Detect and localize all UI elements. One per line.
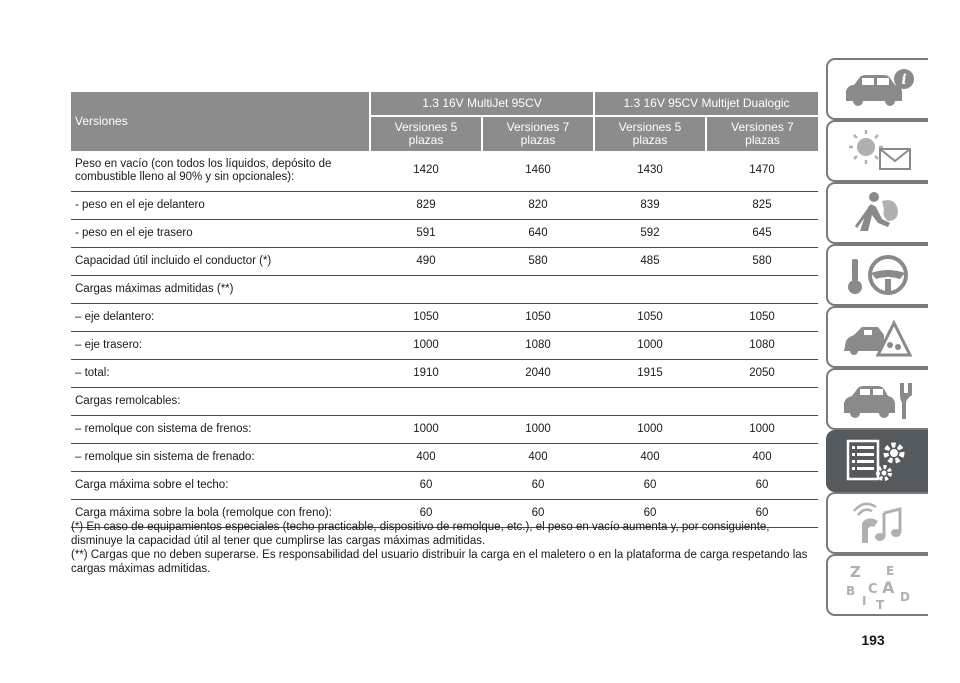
index-letter: C	[868, 582, 878, 597]
row-value: 825	[706, 191, 818, 219]
footnote-max-loads: (**) Cargas que no deben superarse. Es responsabilidad del usuario distribuir la carga en el maletero o en la plataforma de carga respetando las cargas máximas admitidas.	[71, 549, 808, 575]
tab-safety[interactable]	[826, 182, 928, 244]
sub-header-7-seats-dualogic: Versiones 7 plazas	[706, 116, 818, 151]
safety-airbag-icon	[838, 187, 918, 239]
table-row	[71, 191, 818, 219]
tab-index[interactable]	[826, 554, 928, 616]
row-label: - peso en el eje delantero	[71, 191, 370, 219]
row-value: 1000	[594, 331, 706, 359]
row-value: 580	[482, 247, 594, 275]
row-value: 60	[482, 499, 594, 527]
row-value: 490	[370, 247, 482, 275]
row-value: 829	[370, 191, 482, 219]
technical-data-table	[71, 92, 818, 528]
row-value: 2040	[482, 359, 594, 387]
row-value	[594, 387, 706, 415]
row-value: 1430	[594, 151, 706, 191]
row-value	[706, 387, 818, 415]
row-value: 400	[594, 443, 706, 471]
row-value: 400	[370, 443, 482, 471]
sub-header-5-seats-dualogic: Versiones 5 plazas	[594, 116, 706, 151]
row-value: 60	[482, 471, 594, 499]
emergency-icon	[838, 311, 918, 363]
tab-technical-data[interactable]	[826, 430, 928, 492]
row-value: 592	[594, 219, 706, 247]
row-value: 640	[482, 219, 594, 247]
tab-starting-driving[interactable]	[826, 244, 928, 306]
row-value: 2050	[706, 359, 818, 387]
row-label: – eje delantero:	[71, 303, 370, 331]
engine-header-dualogic: 1.3 16V 95CV Multijet Dualogic	[594, 92, 818, 116]
sub-header-7-seats-multijet: Versiones 7 plazas	[482, 116, 594, 151]
row-label: – total:	[71, 359, 370, 387]
row-value: 1915	[594, 359, 706, 387]
index-icon	[838, 559, 918, 611]
row-value: 1080	[482, 331, 594, 359]
row-value: 1080	[706, 331, 818, 359]
row-label: Capacidad útil incluido el conductor (*)	[71, 247, 370, 275]
index-letter: Z	[850, 563, 861, 581]
row-label: – remolque sin sistema de frenado:	[71, 443, 370, 471]
row-label: - peso en el eje trasero	[71, 219, 370, 247]
row-label: Cargas remolcables:	[71, 387, 370, 415]
index-letter: T	[876, 598, 885, 611]
row-value: 839	[594, 191, 706, 219]
row-value: 1050	[594, 303, 706, 331]
table-row	[71, 247, 818, 275]
multimedia-icon	[838, 497, 918, 549]
row-value: 60	[594, 499, 706, 527]
tab-emergency[interactable]	[826, 306, 928, 368]
svg-text:i: i	[901, 72, 907, 88]
row-value	[706, 275, 818, 303]
row-value: 1000	[370, 331, 482, 359]
row-value	[370, 387, 482, 415]
index-letter: B	[846, 584, 856, 598]
chapter-tabs	[826, 58, 928, 616]
row-value: 60	[706, 471, 818, 499]
engine-header-multijet: 1.3 16V MultiJet 95CV	[370, 92, 594, 116]
table-row	[71, 415, 818, 443]
table-row	[71, 471, 818, 499]
table-row	[71, 387, 818, 415]
row-value	[482, 275, 594, 303]
row-value: 1050	[370, 303, 482, 331]
index-letter: D	[900, 590, 910, 604]
technical-data-icon	[838, 435, 918, 487]
row-value: 1050	[706, 303, 818, 331]
row-value: 1420	[370, 151, 482, 191]
row-value: 60	[706, 499, 818, 527]
row-value: 1000	[706, 415, 818, 443]
row-value: 820	[482, 191, 594, 219]
row-value: 400	[706, 443, 818, 471]
footnote-capacity: (*) En caso de equipamientos especiales (techo practicable, dispositivo de remolque, etc.), el peso en vacío aumenta y, por consiguiente, disminuye la capacidad útil al tener que cumplirse las cargas máximas admitidas.	[71, 521, 770, 547]
row-value: 1000	[594, 415, 706, 443]
row-value: 1460	[482, 151, 594, 191]
row-value: 1470	[706, 151, 818, 191]
table-row	[71, 303, 818, 331]
table-row	[71, 151, 818, 191]
versions-header: Versiones	[71, 92, 370, 151]
tab-multimedia[interactable]	[826, 492, 928, 554]
sub-header-5-seats-multijet: Versiones 5 plazas	[370, 116, 482, 151]
row-value	[594, 275, 706, 303]
row-value: 1050	[482, 303, 594, 331]
table-row	[71, 443, 818, 471]
row-value: 1910	[370, 359, 482, 387]
row-value	[370, 275, 482, 303]
car-info-icon	[838, 63, 918, 115]
table-row	[71, 219, 818, 247]
table-row	[71, 359, 818, 387]
row-value: 400	[482, 443, 594, 471]
row-value: 60	[370, 471, 482, 499]
tab-dashboard-lights[interactable]	[826, 120, 928, 182]
tab-maintenance[interactable]	[826, 368, 928, 430]
row-value	[482, 387, 594, 415]
maintenance-icon	[838, 373, 918, 425]
row-label: Carga máxima sobre el techo:	[71, 471, 370, 499]
index-letter: E	[886, 564, 895, 578]
table-row	[71, 275, 818, 303]
tab-car-info[interactable]	[826, 58, 928, 120]
index-letter: I	[862, 594, 867, 608]
row-label: Carga máxima sobre la bola (remolque con freno):	[71, 499, 370, 527]
row-label: Cargas máximas admitidas (**)	[71, 275, 370, 303]
dashboard-lights-icon	[838, 125, 918, 177]
row-value: 591	[370, 219, 482, 247]
table-header	[71, 92, 818, 151]
row-value: 60	[370, 499, 482, 527]
table-row	[71, 331, 818, 359]
footnotes	[71, 520, 818, 576]
row-label: – remolque con sistema de frenos:	[71, 415, 370, 443]
starting-driving-icon	[838, 249, 918, 301]
row-value: 580	[706, 247, 818, 275]
row-value: 485	[594, 247, 706, 275]
index-letter: A	[882, 578, 895, 597]
row-value: 645	[706, 219, 818, 247]
page-number: 193	[861, 632, 885, 648]
row-label: Peso en vacío (con todos los líquidos, depósito de combustible lleno al 90% y sin opcionales):	[71, 151, 370, 191]
row-value: 1000	[370, 415, 482, 443]
row-label: – eje trasero:	[71, 331, 370, 359]
row-value: 60	[594, 471, 706, 499]
row-value: 1000	[482, 415, 594, 443]
